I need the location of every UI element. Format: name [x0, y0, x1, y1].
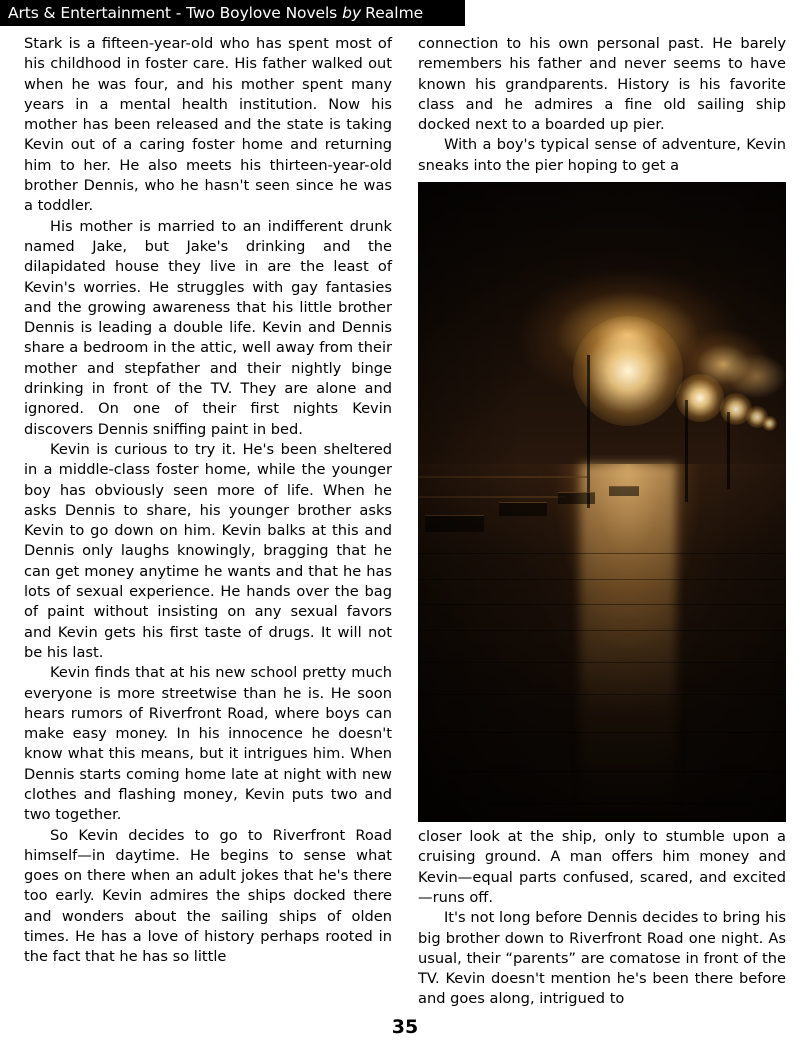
paragraph: Kevin is curious to try it. He's been sheltered in a middle-class foster home, while the younger boy has obviously seen more of life. When he asks Dennis to share, his younger brother asks Kevin to go down on him. Kevin balks at this and Dennis only laughs knowingly, bragging that he can get money anytime he wants and that he has lots of sexual experience. He hands over the bag of paint without insisting on any sexual favors and Kevin gets his first taste of drugs. It will not be his last.: [24, 440, 392, 661]
paragraph: With a boy's typical sense of adventure, Kevin sneaks into the pier hoping to get a: [418, 136, 786, 174]
header-author-name: Realme: [365, 4, 424, 22]
paragraph: closer look at the ship, only to stumble upon a cruising ground. A man offers him money and Kevin—equal parts confused, scared, and excited—runs off.: [418, 828, 786, 906]
paragraph: Stark is a fifteen-year-old who has spent most of his childhood in foster care. His father walked out when he was four, and his mother spent many years in a mental health institution. Now his mother has been released and the state is taking Kevin out of a caring foster home and returning him to her. He also meets his thirteen-year-old brother Dennis, who he hasn't seen since he was a toddler.: [24, 35, 392, 215]
page-number: 35: [391, 1016, 419, 1038]
article-header-bar: [0, 0, 465, 26]
left-column: [24, 34, 392, 968]
paragraph: His mother is married to an indifferent drunk named Jake, but Jake's drinking and the dilapidated house they live in are the least of Kevin's worries. He struggles with gay fantasies and the growing awareness that his little brother Dennis is leading a double life. Kevin and Dennis share a bedroom in the attic, well away from their mother and stepfather and their nightly binge drinking in front of the TV. They are alone and ignored. On one of their first nights Kevin discovers Dennis sniffing paint in bed.: [24, 217, 392, 438]
photo-vignette: [418, 182, 786, 822]
night-pier-photo: [418, 182, 786, 822]
right-column: [418, 34, 786, 1010]
article-body: [24, 34, 786, 1008]
paragraph: So Kevin decides to go to Riverfront Road himself—in daytime. He begins to sense what goes on there when an adult jokes that he's there too early. Kevin admires the ships docked there and wonders about the sailing ships of olden times. He has a love of history perhaps rooted in the fact that he has so little: [24, 826, 392, 966]
header-section-title: Arts & Entertainment - Two Boylove Novels: [8, 4, 338, 22]
header-by-word: by: [342, 4, 362, 22]
paragraph: It's not long before Dennis decides to bring his big brother down to Riverfront Road one night. As usual, their “parents” are comatose in front of the TV. Kevin doesn't mention he's been there before and goes along, intrigued to: [418, 909, 786, 1008]
paragraph: connection to his own personal past. He barely remembers his father and never seems to have known his grandparents. History is his favorite class and he admires a fine old sailing ship docked next to a boarded up pier.: [418, 35, 786, 134]
paragraph: Kevin finds that at his new school pretty much everyone is more streetwise than he is. He soon hears rumors of Riverfront Road, where boys can make easy money. In his innocence he doesn't know what this means, but it intrigues him. When Dennis starts coming home late at night with new clothes and flashing money, Kevin puts two and two together.: [24, 664, 392, 824]
